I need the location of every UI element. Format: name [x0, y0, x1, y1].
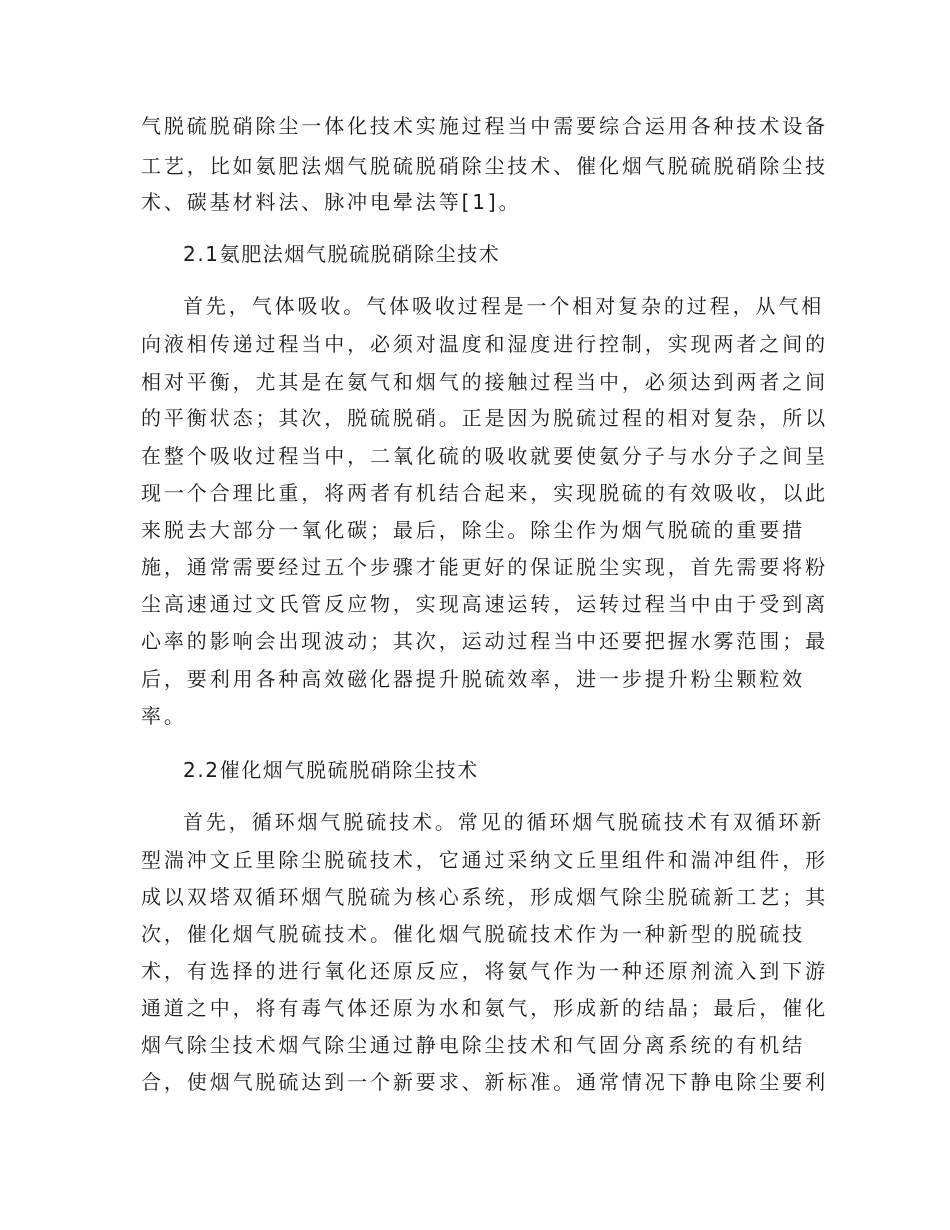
paragraph-line: 现一个合理比重，将两者有机结合起来，实现脱硫的有效吸收，以此	[141, 481, 828, 505]
paragraph-line: 首先，循环烟气脱硫技术。常见的循环烟气脱硫技术有双循环新	[183, 810, 825, 834]
paragraph-line: 在整个吸收过程当中，二氧化硫的吸收就要使氨分子与水分子之间呈	[141, 444, 828, 468]
paragraph-line: 心率的影响会出现波动；其次，运动过程当中还要把握水雾范围；最	[141, 629, 828, 653]
paragraph-line: 向液相传递过程当中，必须对温度和湿度进行控制，实现两者之间的	[141, 332, 828, 356]
paragraph-line: 成以双塔双循环烟气脱硫为核心系统，形成烟气除尘脱硫新工艺；其	[141, 885, 828, 909]
paragraph-line: 型湍冲文丘里除尘脱硫技术，它通过采纳文丘里组件和湍冲组件，形	[141, 848, 828, 872]
paragraph-line: 气脱硫脱硝除尘一体化技术实施过程当中需要综合运用各种技术设备	[141, 114, 828, 138]
paragraph-line: 尘高速通过文氏管反应物，实现高速运转，运转过程当中由于受到离	[141, 592, 828, 616]
paragraph-line: 术，有选择的进行氧化还原反应，将氨气作为一种还原剂流入到下游	[141, 959, 828, 983]
paragraph-line: 施，通常需要经过五个步骤才能更好的保证脱尘实现，首先需要将粉	[141, 555, 828, 579]
paragraph-line: 合，使烟气脱硫达到一个新要求、新标准。通常情况下静电除尘要利	[141, 1070, 828, 1094]
paragraph-line: 通道之中，将有毒气体还原为水和氨气，形成新的结晶；最后，催化	[141, 996, 828, 1020]
paragraph-line: 来脱去大部分一氧化碳；最后，除尘。除尘作为烟气脱硫的重要措	[141, 518, 806, 542]
paragraph-line: 烟气除尘技术烟气除尘通过静电除尘技术和气固分离系统的有机结	[141, 1033, 806, 1057]
paragraph-line: 术、碳基材料法、脉冲电晕法等[1]。	[141, 190, 522, 214]
section-heading: 2.2催化烟气脱硫脱硝除尘技术	[183, 758, 479, 782]
paragraph-line: 工艺，比如氨肥法烟气脱硫脱硝除尘技术、催化烟气脱硫脱硝除尘技	[141, 154, 828, 178]
section-heading: 2.1氨肥法烟气脱硫脱硝除尘技术	[183, 242, 501, 266]
paragraph-line: 相对平衡，尤其是在氨气和烟气的接触过程当中，必须达到两者之间	[141, 370, 828, 394]
paragraph-line: 首先，气体吸收。气体吸收过程是一个相对复杂的过程，从气相	[183, 294, 825, 318]
paragraph-line: 次，催化烟气脱硫技术。催化烟气脱硫技术作为一种新型的脱硫技	[141, 922, 806, 946]
paragraph-line: 的平衡状态；其次，脱硫脱硝。正是因为脱硫过程的相对复杂，所以	[141, 406, 828, 430]
paragraph-line: 后，要利用各种高效磁化器提升脱硫效率，进一步提升粉尘颗粒效	[141, 667, 806, 691]
paragraph-line: 率。	[141, 704, 187, 728]
